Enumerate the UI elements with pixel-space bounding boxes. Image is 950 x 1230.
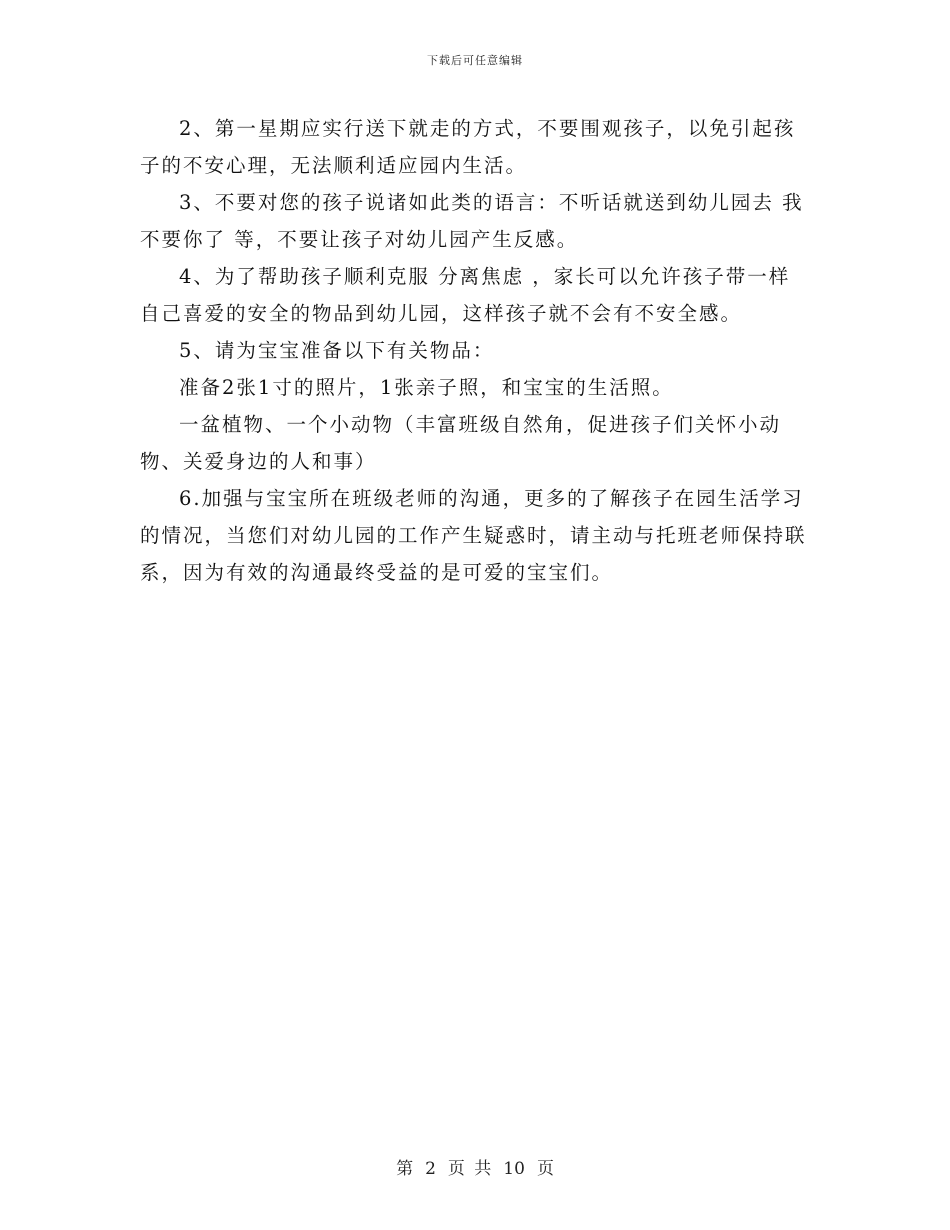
paragraph-item-4: 4、为了帮助孩子顺利克服 分离焦虑 ，家长可以允许孩子带一样自己喜爱的安全的物品到幼儿园，这样孩子就不会有不安全感。 [140, 265, 791, 325]
paragraph-item-6: 6.加强与宝宝所在班级老师的沟通，更多的了解孩子在园生活学习的情况，当您们对幼儿园的工作产生疑惑时，请主动与托班老师保持联系，因为有效的沟通最终受益的是可爱的宝宝们。 [140, 487, 807, 584]
paragraph-item-2: 2、第一星期应实行送下就走的方式，不要围观孩子，以免引起孩子的不安心理，无法顺利适应园内生活。 [140, 117, 796, 177]
document-body [140, 110, 810, 591]
page-footer [0, 1154, 950, 1179]
paragraph-item-3: 3、不要对您的孩子说诸如此类的语言：不听话就送到幼儿园去 我不要你了 等，不要让孩子对幼儿园产生反感。 [140, 191, 804, 251]
paragraph-photos: 准备2张1寸的照片，1张亲子照，和宝宝的生活照。 [179, 376, 674, 399]
page-header: 下载后可任意编辑 [427, 54, 523, 67]
footer-suffix: 页 [536, 1159, 554, 1179]
paragraph-item-5: 5、请为宝宝准备以下有关物品： [179, 339, 495, 362]
footer-page-number: 2 [425, 1159, 436, 1179]
footer-prefix: 第 [396, 1159, 414, 1179]
paragraph-plant-animal: 一盆植物、一个小动物（丰富班级自然角，促进孩子们关怀小动物、关爱身边的人和事） [140, 413, 782, 473]
footer-mid: 页 共 [447, 1159, 492, 1179]
footer-total-pages: 10 [503, 1159, 525, 1179]
